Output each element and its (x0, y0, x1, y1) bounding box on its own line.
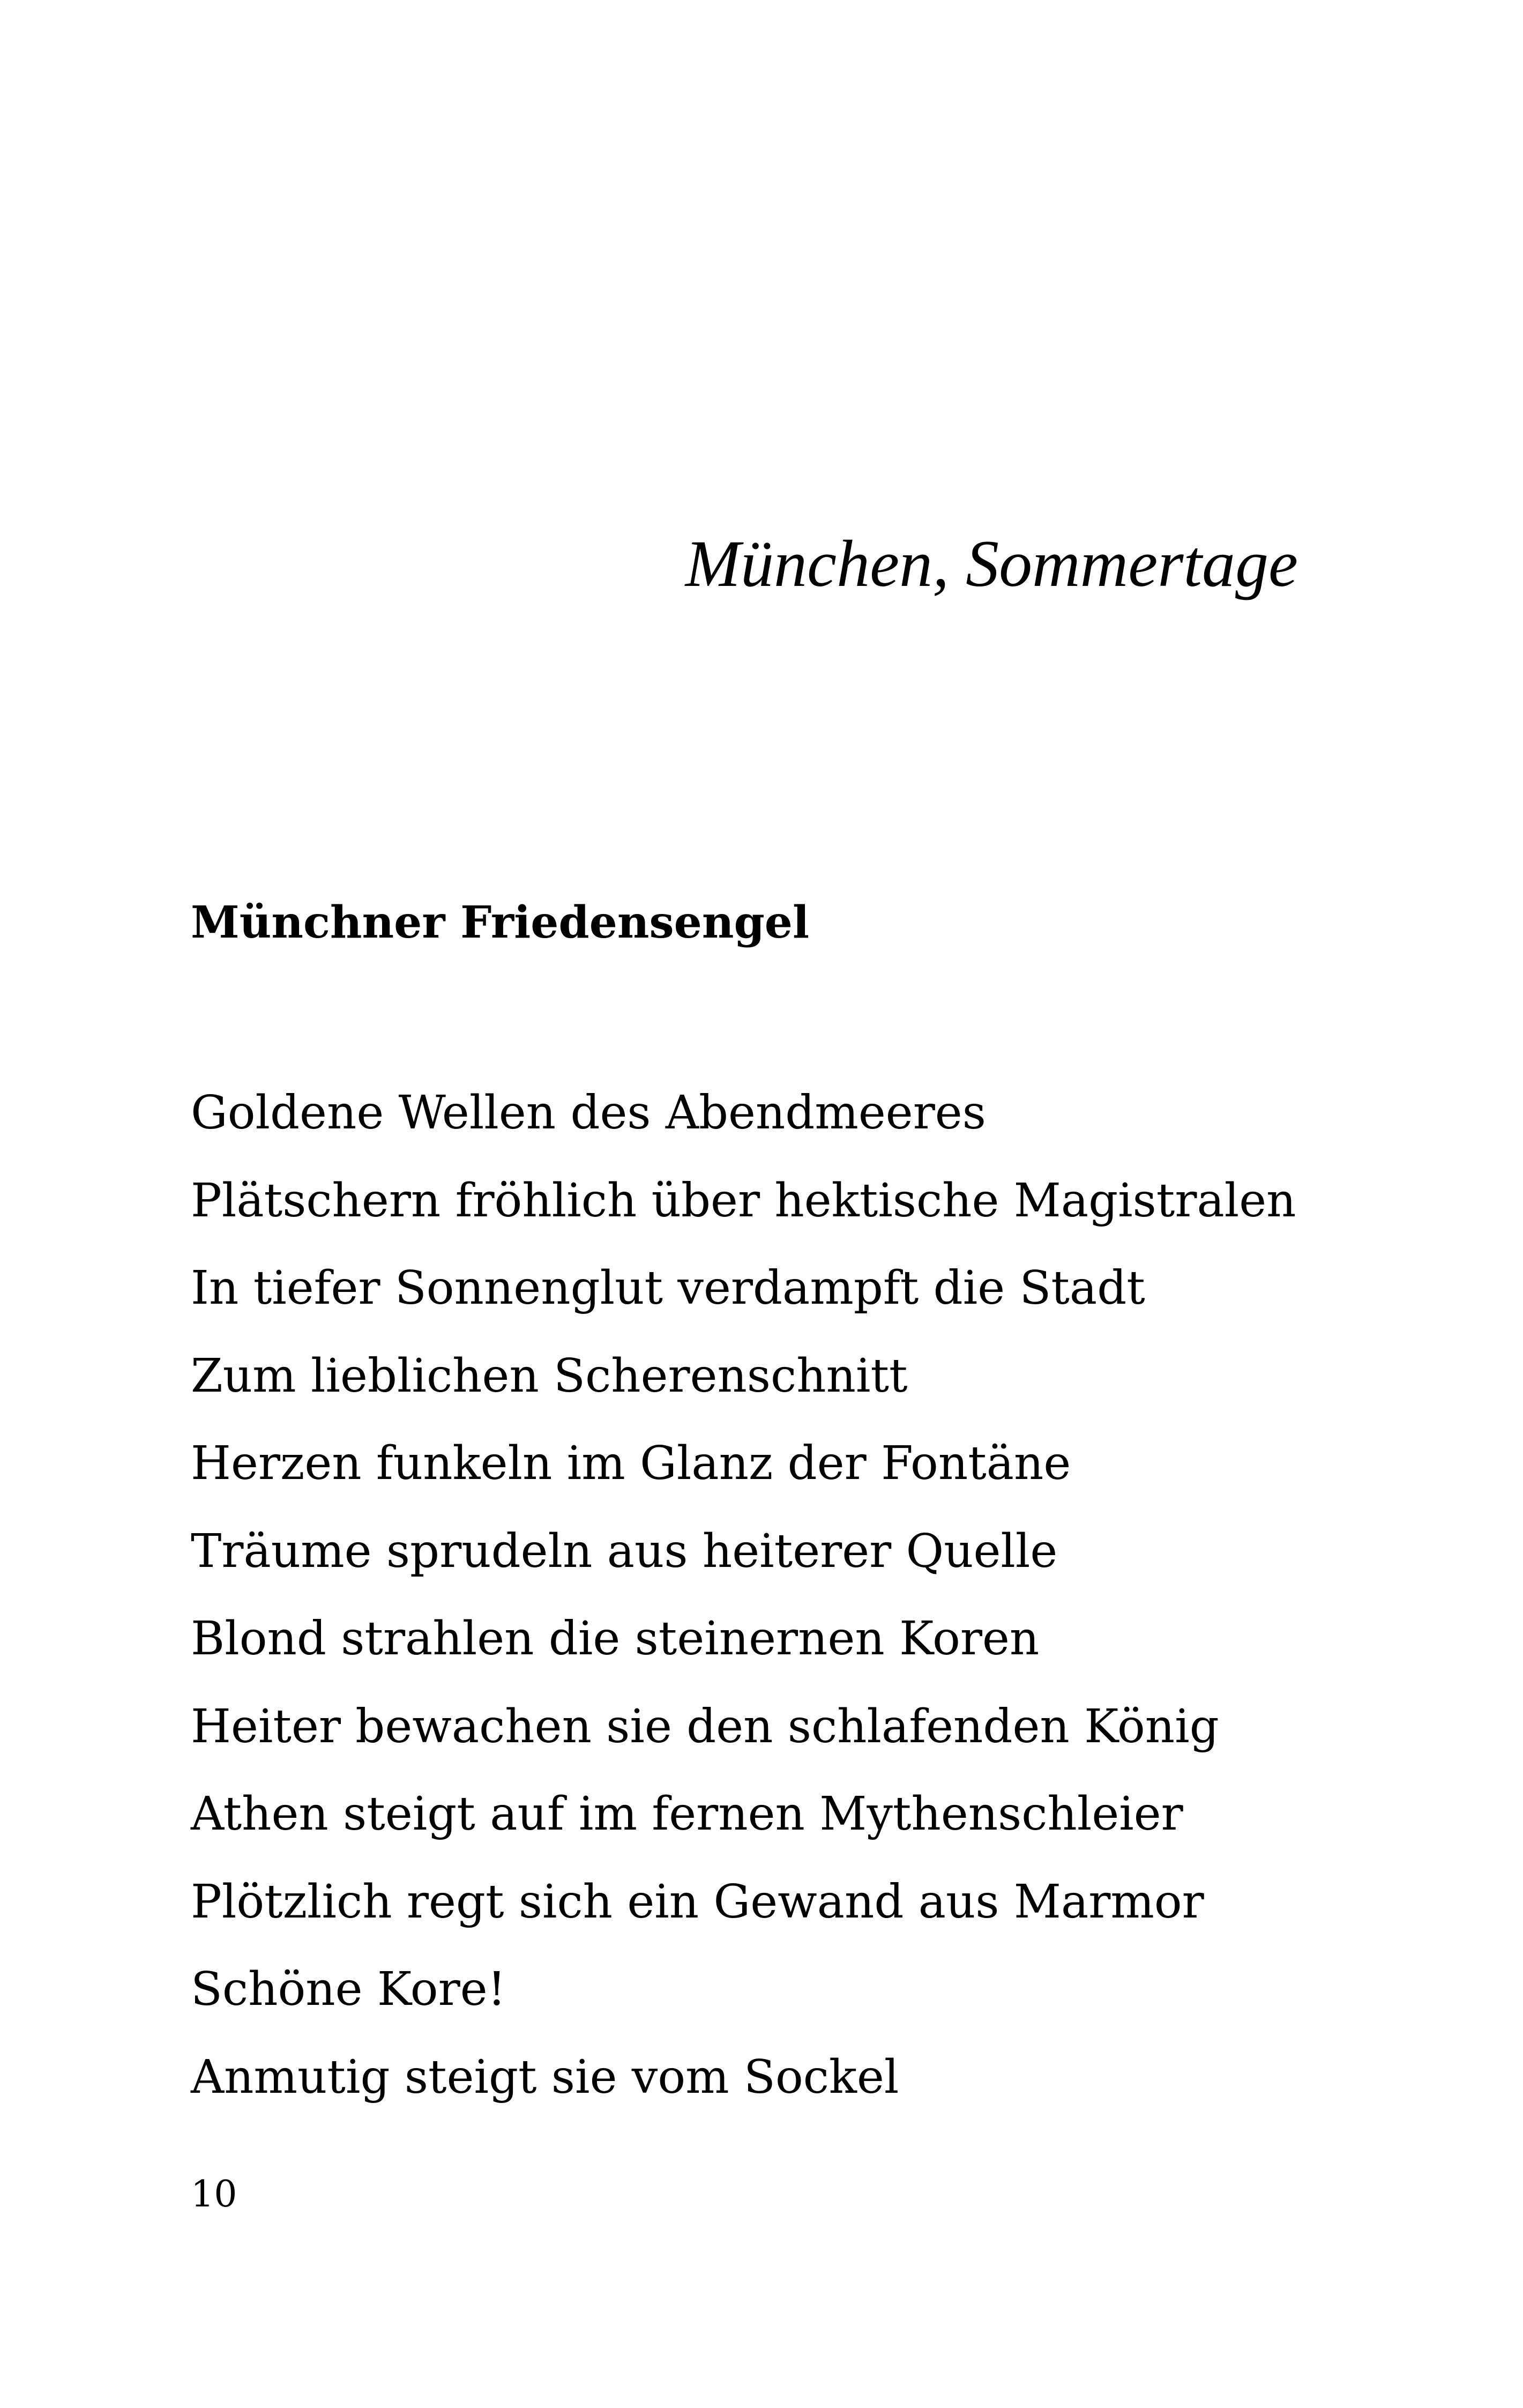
verse-line: Zum lieblichen Scherenschnitt (191, 1349, 908, 1403)
verse-line: Heiter bewachen sie den schlafenden König (191, 1699, 1219, 1753)
poem-verse (191, 1069, 1296, 2121)
verse-line: Athen steigt auf im fernen Mythenschleier (191, 1787, 1183, 1841)
verse-line: Herzen funkeln im Glanz der Fontäne (191, 1437, 1071, 1490)
verse-line: Schöne Kore! (191, 1963, 506, 2016)
section-title: München, Sommertage (685, 527, 1298, 600)
verse-line: Plötzlich regt sich ein Gewand aus Marmor (191, 1875, 1204, 1929)
verse-line: In tiefer Sonnenglut verdampft die Stadt (191, 1261, 1145, 1315)
poem-title: Münchner Friedensengel (191, 897, 810, 948)
verse-line: Goldene Wellen des Abendmeeres (191, 1086, 986, 1140)
verse-line: Träume sprudeln aus heiterer Quelle (191, 1524, 1058, 1578)
verse-line: Blond strahlen die steinernen Koren (191, 1612, 1040, 1666)
page-number: 10 (191, 2173, 237, 2216)
verse-line: Anmutig steigt sie vom Sockel (191, 2050, 899, 2104)
verse-line: Plätschern fröhlich über hektische Magistralen (191, 1173, 1296, 1228)
